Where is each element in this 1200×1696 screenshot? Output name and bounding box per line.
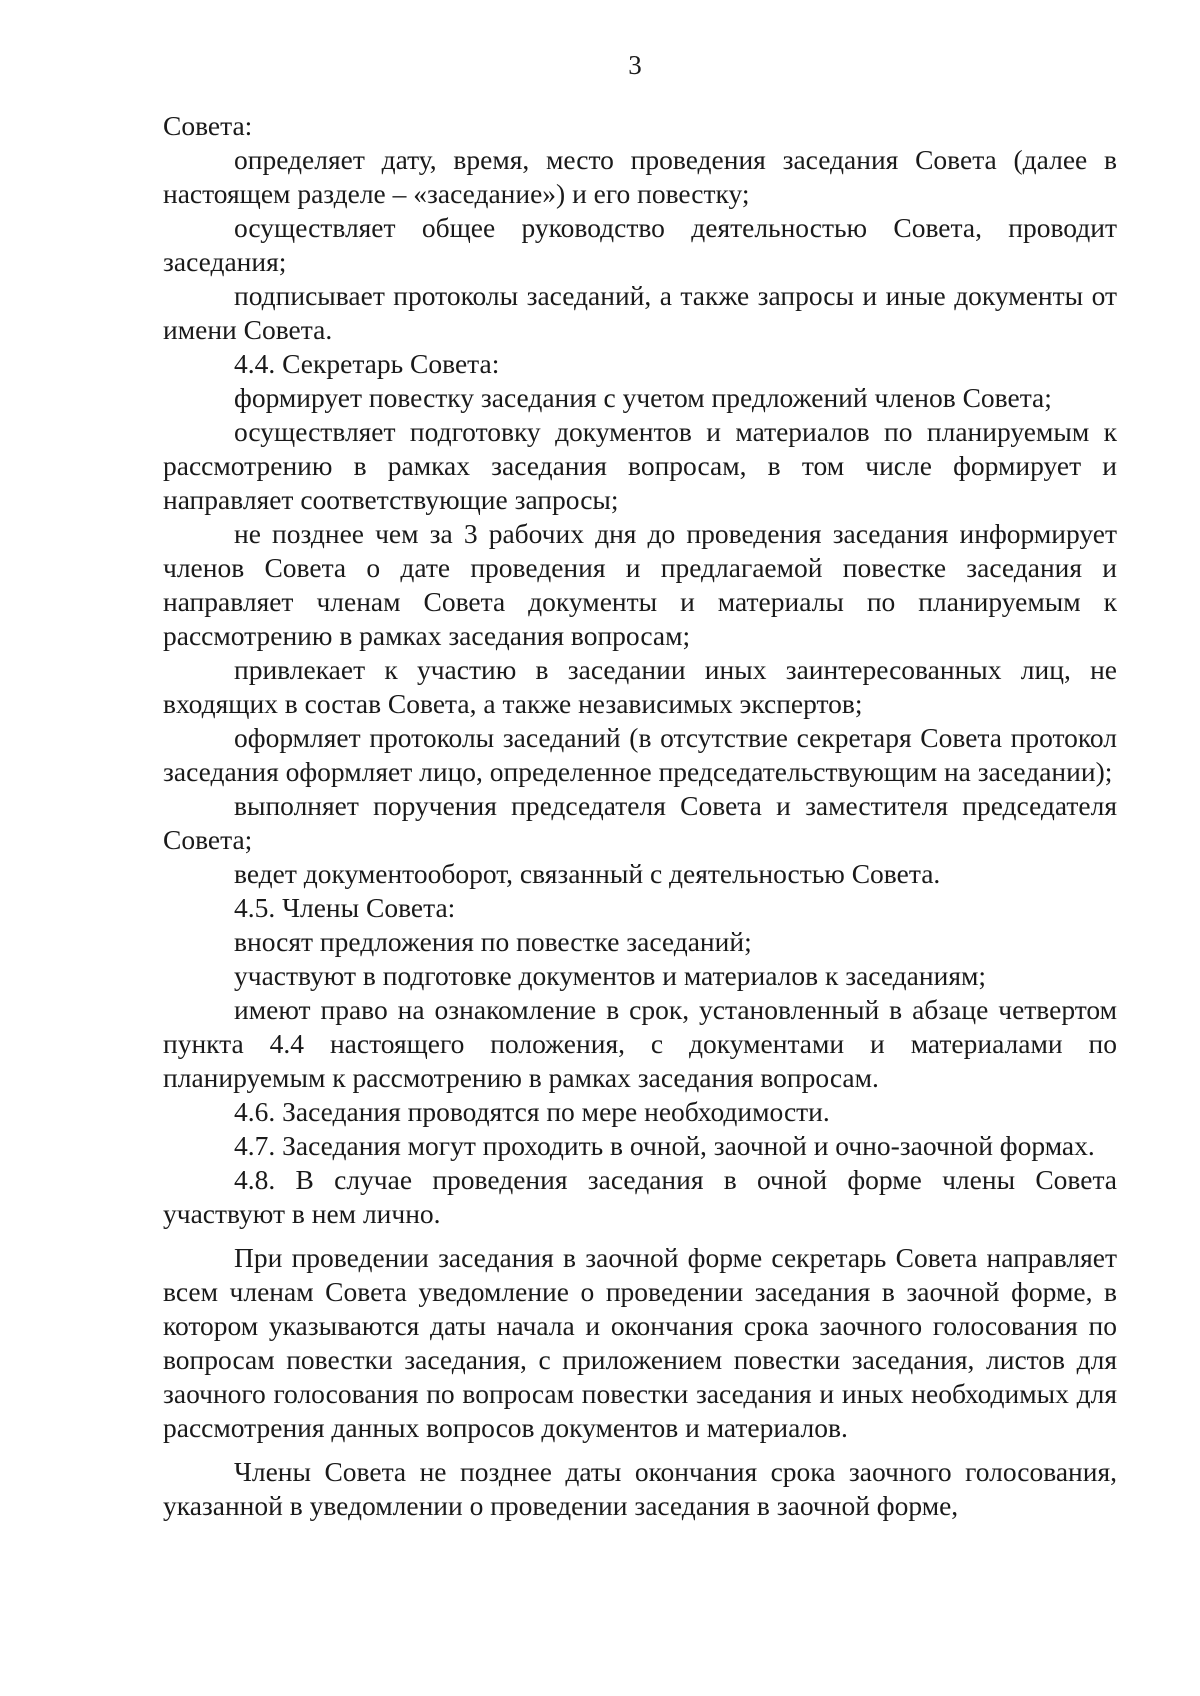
paragraph: При проведении заседания в заочной форме секретарь Совета направляет всем членам Совета уведомление о проведении заседания в заочной форме, в котором указываются даты начала и окончания срока заочного голосования по вопросам повестки заседания, с приложением повестки заседания, листов для заочного голосования по вопросам повестки заседания и иных необходимых для рассмотрения данных вопросов документов и материалов.: [163, 1242, 1117, 1443]
paragraph: вносят предложения по повестке заседаний;: [234, 926, 752, 957]
document-body: [163, 109, 1117, 1523]
paragraph: выполняет поручения председателя Совета и заместителя председателя Совета;: [163, 790, 1117, 855]
paragraph: формирует повестку заседания с учетом предложений членов Совета;: [234, 382, 1052, 413]
paragraph: ведет документооборот, связанный с деятельностью Совета.: [234, 858, 941, 889]
paragraph: осуществляет общее руководство деятельностью Совета, проводит заседания;: [163, 212, 1117, 277]
paragraph: имеют право на ознакомление в срок, установленный в абзаце четвертом пункта 4.4 настоящего положения, с документами и материалами по планируемым к рассмотрению в рамках заседания вопросам.: [163, 994, 1117, 1093]
paragraph: участвуют в подготовке документов и материалов к заседаниям;: [234, 960, 987, 991]
paragraph: определяет дату, время, место проведения заседания Совета (далее в настоящем разделе – «заседание») и его повестку;: [163, 144, 1117, 209]
paragraph: оформляет протоколы заседаний (в отсутствие секретаря Совета протокол заседания оформляет лицо, определенное председательствующим на заседании);: [163, 722, 1117, 787]
paragraph: не позднее чем за 3 рабочих дня до проведения заседания информирует членов Совета о дате проведения и предлагаемой повестке заседания и направляет членам Совета документы и материалы по планируемым к рассмотрению в рамках заседания вопросам;: [163, 518, 1117, 651]
paragraph: 4.6. Заседания проводятся по мере необходимости.: [234, 1096, 830, 1127]
paragraph: Члены Совета не позднее даты окончания срока заочного голосования, указанной в уведомлении о проведении заседания в заочной форме,: [163, 1456, 1117, 1521]
section-heading: 4.4. Секретарь Совета:: [234, 348, 500, 379]
paragraph: осуществляет подготовку документов и материалов по планируемым к рассмотрению в рамках заседания вопросам, в том числе формирует и направляет соответствующие запросы;: [163, 416, 1117, 515]
paragraph: Совета:: [163, 110, 253, 141]
paragraph: подписывает протоколы заседаний, а также запросы и иные документы от имени Совета.: [163, 280, 1117, 345]
paragraph: 4.7. Заседания могут проходить в очной, заочной и очно-заочной формах.: [234, 1130, 1095, 1161]
page-number: 3: [628, 50, 642, 80]
paragraph: привлекает к участию в заседании иных заинтересованных лиц, не входящих в состав Совета, а также независимых экспертов;: [163, 654, 1117, 719]
paragraph: 4.8. В случае проведения заседания в очной форме члены Совета участвуют в нем лично.: [163, 1164, 1117, 1229]
section-heading: 4.5. Члены Совета:: [234, 892, 456, 923]
